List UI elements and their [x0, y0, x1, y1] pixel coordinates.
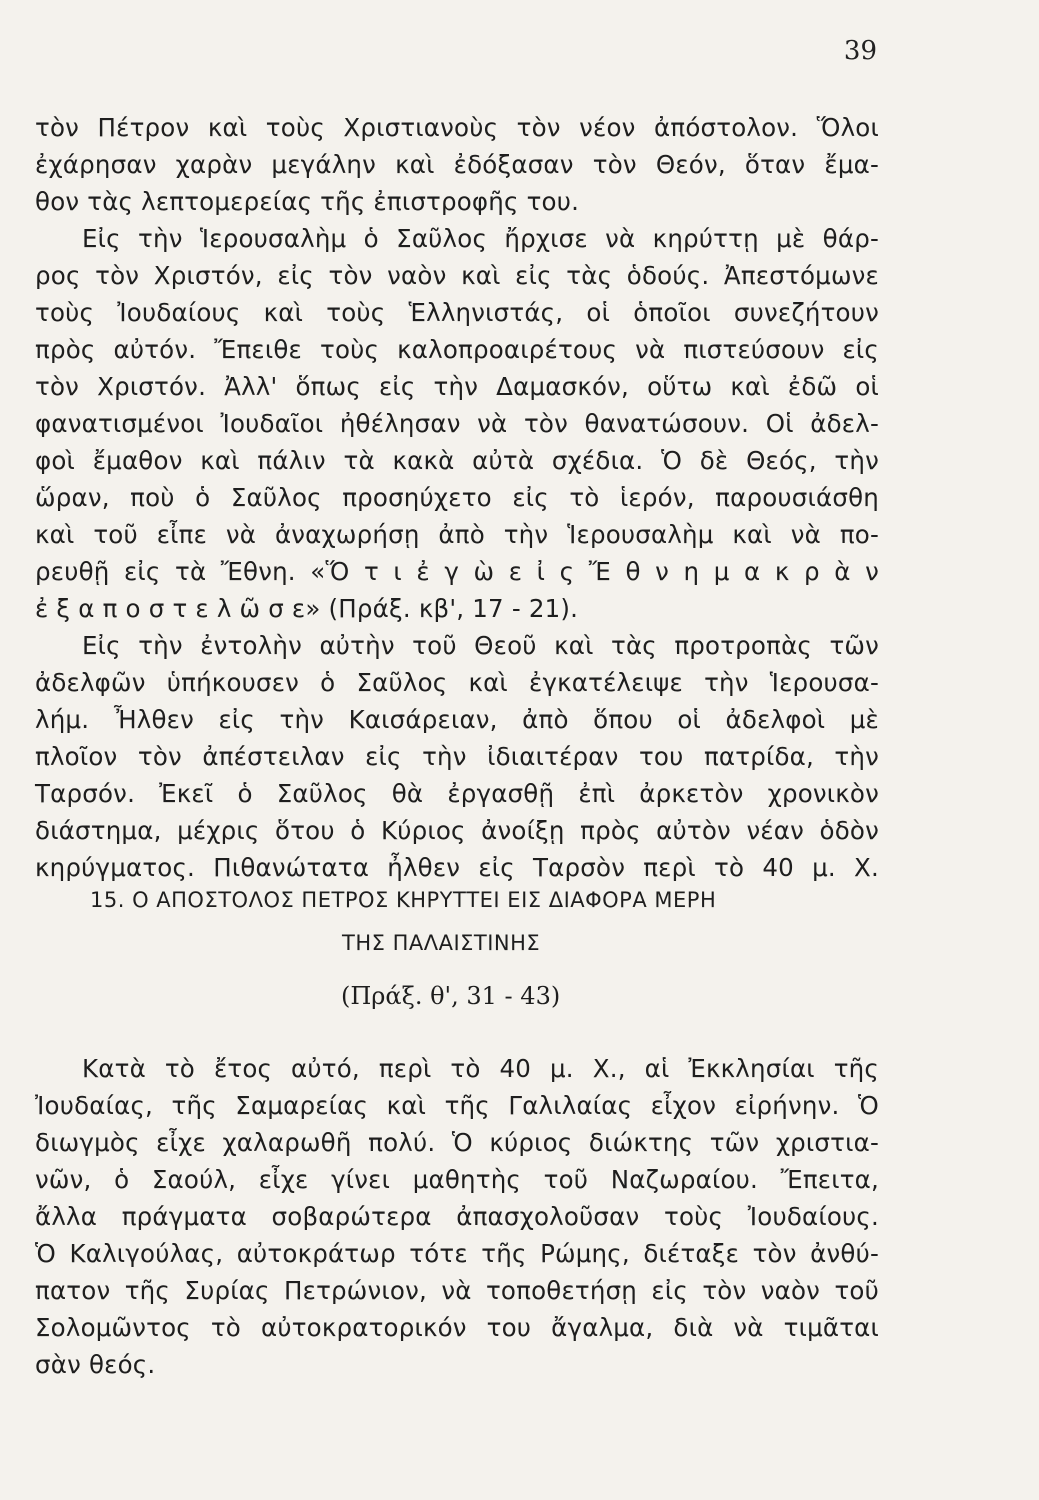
text-line: ἐχάρησαν χαρὰν μεγάλην καὶ ἐδόξασαν τὸν Θεόν, ὅταν ἔμα-: [35, 150, 879, 179]
text-line: κηρύγματος. Πιθανώτατα ἦλθεν εἰς Ταρσὸν περὶ τὸ 40 μ. Χ.: [35, 853, 879, 882]
text-line: ρος τὸν Χριστόν, εἰς τὸν ναὸν καὶ εἰς τὰς ὁδούς. Ἀπεστόμωνε: [35, 261, 879, 290]
text-line: Σολομῶντος τὸ αὐτοκρατορικόν του ἄγαλμα, διὰ νὰ τιμᾶται: [35, 1313, 879, 1342]
text-line: τὸν Χριστόν. Ἀλλ' ὅπως εἰς τὴν Δαμασκόν, οὕτω καὶ ἐδῶ οἱ: [35, 372, 879, 401]
text-line: Ἰουδαίας, τῆς Σαμαρείας καὶ τῆς Γαλιλαίας εἶχον εἰρήνην. Ὁ: [35, 1091, 879, 1120]
text-line: πατον τῆς Συρίας Πετρώνιον, νὰ τοποθετήσῃ εἰς τὸν ναὸν τοῦ: [35, 1276, 879, 1305]
text-line: διάστημα, μέχρις ὅτου ὁ Κύριος ἀνοίξῃ πρὸς αὐτὸν νέαν ὁδὸν: [35, 816, 879, 845]
text-line: νῶν, ὁ Σαούλ, εἶχε γίνει μαθητὴς τοῦ Ναζωραίου. Ἔπειτα,: [35, 1165, 879, 1194]
text-line: ρευθῇ εἰς τὰ Ἔθνη. «Ὅ τ ι ἐ γ ὼ ε ἰ ς Ἔ θ ν η μ α κ ρ ὰ ν: [35, 557, 879, 586]
text-line: τὸν Πέτρον καὶ τοὺς Χριστιανοὺς τὸν νέον ἀπόστολον. Ὅλοι: [35, 113, 879, 142]
scripture-reference: (Πράξ. θ', 31 - 43): [341, 982, 561, 1010]
section-heading: 15. Ο ΑΠΟΣΤΟΛΟΣ ΠΕΤΡΟΣ ΚΗΡΥΤΤΕΙ ΕΙΣ ΔΙΑΦΟΡΑ ΜΕΡΗ: [90, 888, 717, 912]
text-line: ἐ ξ α π ο σ τ ε λ ῶ σ ε» (Πράξ. κβ', 17 - 21).: [35, 594, 579, 623]
text-line: τοὺς Ἰουδαίους καὶ τοὺς Ἑλληνιστάς, οἱ ὁποῖοι συνεζήτουν: [35, 298, 879, 327]
text-line: φοὶ ἔμαθον καὶ πάλιν τὰ κακὰ αὐτὰ σχέδια. Ὁ δὲ Θεός, τὴν: [35, 446, 879, 475]
text-line: πρὸς αὐτόν. Ἔπειθε τοὺς καλοπροαιρέτους νὰ πιστεύσουν εἰς: [35, 335, 879, 364]
text-line: διωγμὸς εἶχε χαλαρωθῆ πολύ. Ὁ κύριος διώκτης τῶν χριστια-: [35, 1128, 879, 1157]
section-heading-continued: ΤΗΣ ΠΑΛΑΙΣΤΙΝΗΣ: [342, 931, 541, 955]
text-line: σὰν θεός.: [35, 1350, 156, 1379]
text-line: Εἰς τὴν Ἱερουσαλὴμ ὁ Σαῦλος ἤρχισε νὰ κηρύττῃ μὲ θάρ-: [82, 224, 879, 253]
text-line: Ὁ Καλιγούλας, αὐτοκράτωρ τότε τῆς Ρώμης, διέταξε τὸν ἀνθύ-: [35, 1239, 879, 1268]
text-line: καὶ τοῦ εἶπε νὰ ἀναχωρήσῃ ἀπὸ τὴν Ἱερουσαλὴμ καὶ νὰ πο-: [35, 520, 879, 549]
text-line: ἄλλα πράγματα σοβαρώτερα ἀπασχολοῦσαν τοὺς Ἰουδαίους.: [35, 1202, 879, 1231]
page-number: 39: [843, 36, 877, 66]
text-line: Κατὰ τὸ ἔτος αὐτό, περὶ τὸ 40 μ. Χ., αἱ Ἐκκλησίαι τῆς: [82, 1054, 879, 1083]
text-line: πλοῖον τὸν ἀπέστειλαν εἰς τὴν ἰδιαιτέραν του πατρίδα, τὴν: [35, 742, 879, 771]
text-line: Εἰς τὴν ἐντολὴν αὐτὴν τοῦ Θεοῦ καὶ τὰς προτροπὰς τῶν: [82, 631, 879, 660]
text-line: ἀδελφῶν ὑπήκουσεν ὁ Σαῦλος καὶ ἐγκατέλειψε τὴν Ἱερουσα-: [35, 668, 879, 697]
text-line: φανατισμένοι Ἰουδαῖοι ἠθέλησαν νὰ τὸν θανατώσουν. Οἱ ἀδελ-: [35, 409, 879, 438]
text-line: λήμ. Ἦλθεν εἰς τὴν Καισάρειαν, ἀπὸ ὅπου οἱ ἀδελφοὶ μὲ: [35, 705, 879, 734]
text-line: ὥραν, ποὺ ὁ Σαῦλος προσηύχετο εἰς τὸ ἱερόν, παρουσιάσθη: [35, 483, 879, 512]
text-line: θον τὰς λεπτομερείας τῆς ἐπιστροφῆς του.: [35, 187, 580, 216]
text-line: Ταρσόν. Ἐκεῖ ὁ Σαῦλος θὰ ἐργασθῇ ἐπὶ ἀρκετὸν χρονικὸν: [35, 779, 879, 808]
